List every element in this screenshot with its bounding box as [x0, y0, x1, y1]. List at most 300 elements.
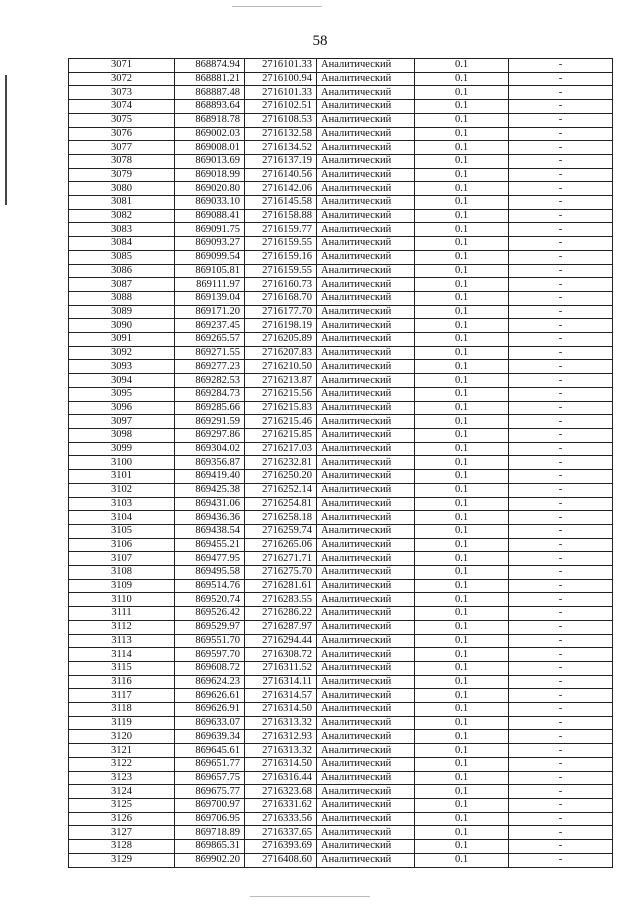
note-cell: - [509, 456, 613, 470]
note-cell: - [509, 730, 613, 744]
error-cell: 0.1 [415, 333, 509, 347]
y-coordinate-cell: 2716101.33 [245, 59, 317, 73]
y-coordinate-cell: 2716408.60 [245, 853, 317, 867]
y-coordinate-cell: 2716314.50 [245, 703, 317, 717]
table-row [69, 374, 613, 388]
x-coordinate-cell: 869091.75 [175, 223, 245, 237]
table-row [69, 72, 613, 86]
x-coordinate-cell: 869639.34 [175, 730, 245, 744]
point-number-cell: 3100 [69, 456, 175, 470]
note-cell: - [509, 100, 613, 114]
table-row [69, 346, 613, 360]
point-number-cell: 3095 [69, 387, 175, 401]
table-row [69, 209, 613, 223]
x-coordinate-cell: 869020.80 [175, 182, 245, 196]
note-cell: - [509, 141, 613, 155]
table-row [69, 661, 613, 675]
method-cell: Аналитический [317, 840, 415, 854]
table-row [69, 826, 613, 840]
note-cell: - [509, 579, 613, 593]
method-cell: Аналитический [317, 716, 415, 730]
table-row [69, 607, 613, 621]
method-cell: Аналитический [317, 620, 415, 634]
y-coordinate-cell: 2716258.18 [245, 511, 317, 525]
note-cell: - [509, 305, 613, 319]
method-cell: Аналитический [317, 812, 415, 826]
error-cell: 0.1 [415, 853, 509, 867]
error-cell: 0.1 [415, 387, 509, 401]
table-row [69, 593, 613, 607]
note-cell: - [509, 237, 613, 251]
x-coordinate-cell: 869139.04 [175, 291, 245, 305]
x-coordinate-cell: 869865.31 [175, 840, 245, 854]
error-cell: 0.1 [415, 127, 509, 141]
y-coordinate-cell: 2716337.65 [245, 826, 317, 840]
x-coordinate-cell: 869455.21 [175, 538, 245, 552]
point-number-cell: 3088 [69, 291, 175, 305]
y-coordinate-cell: 2716217.03 [245, 442, 317, 456]
point-number-cell: 3124 [69, 785, 175, 799]
x-coordinate-cell: 869436.36 [175, 511, 245, 525]
y-coordinate-cell: 2716159.77 [245, 223, 317, 237]
error-cell: 0.1 [415, 182, 509, 196]
note-cell: - [509, 511, 613, 525]
table-row [69, 305, 613, 319]
y-coordinate-cell: 2716316.44 [245, 771, 317, 785]
note-cell: - [509, 291, 613, 305]
note-cell: - [509, 127, 613, 141]
y-coordinate-cell: 2716210.50 [245, 360, 317, 374]
method-cell: Аналитический [317, 552, 415, 566]
error-cell: 0.1 [415, 291, 509, 305]
error-cell: 0.1 [415, 100, 509, 114]
error-cell: 0.1 [415, 607, 509, 621]
table-row [69, 86, 613, 100]
x-coordinate-cell: 868874.94 [175, 59, 245, 73]
y-coordinate-cell: 2716101.33 [245, 86, 317, 100]
error-cell: 0.1 [415, 278, 509, 292]
x-coordinate-cell: 869284.73 [175, 387, 245, 401]
y-coordinate-cell: 2716160.73 [245, 278, 317, 292]
table-row [69, 798, 613, 812]
error-cell: 0.1 [415, 566, 509, 580]
table-row [69, 730, 613, 744]
x-coordinate-cell: 869171.20 [175, 305, 245, 319]
error-cell: 0.1 [415, 360, 509, 374]
table-row [69, 552, 613, 566]
point-number-cell: 3076 [69, 127, 175, 141]
point-number-cell: 3090 [69, 319, 175, 333]
note-cell: - [509, 675, 613, 689]
method-cell: Аналитический [317, 428, 415, 442]
x-coordinate-cell: 869237.45 [175, 319, 245, 333]
note-cell: - [509, 209, 613, 223]
x-coordinate-cell: 869633.07 [175, 716, 245, 730]
note-cell: - [509, 154, 613, 168]
error-cell: 0.1 [415, 154, 509, 168]
point-number-cell: 3089 [69, 305, 175, 319]
x-coordinate-cell: 868881.21 [175, 72, 245, 86]
y-coordinate-cell: 2716271.71 [245, 552, 317, 566]
y-coordinate-cell: 2716158.88 [245, 209, 317, 223]
y-coordinate-cell: 2716232.81 [245, 456, 317, 470]
y-coordinate-cell: 2716312.93 [245, 730, 317, 744]
method-cell: Аналитический [317, 250, 415, 264]
table-row [69, 703, 613, 717]
table-row [69, 675, 613, 689]
point-number-cell: 3103 [69, 497, 175, 511]
table-row [69, 237, 613, 251]
method-cell: Аналитический [317, 141, 415, 155]
note-cell: - [509, 470, 613, 484]
error-cell: 0.1 [415, 237, 509, 251]
error-cell: 0.1 [415, 798, 509, 812]
table-row [69, 278, 613, 292]
table-row [69, 579, 613, 593]
point-number-cell: 3073 [69, 86, 175, 100]
note-cell: - [509, 757, 613, 771]
y-coordinate-cell: 2716313.32 [245, 744, 317, 758]
y-coordinate-cell: 2716287.97 [245, 620, 317, 634]
method-cell: Аналитический [317, 127, 415, 141]
x-coordinate-cell: 869608.72 [175, 661, 245, 675]
note-cell: - [509, 86, 613, 100]
error-cell: 0.1 [415, 730, 509, 744]
point-number-cell: 3079 [69, 168, 175, 182]
x-coordinate-cell: 869304.02 [175, 442, 245, 456]
point-number-cell: 3102 [69, 483, 175, 497]
method-cell: Аналитический [317, 264, 415, 278]
y-coordinate-cell: 2716252.14 [245, 483, 317, 497]
point-number-cell: 3104 [69, 511, 175, 525]
point-number-cell: 3107 [69, 552, 175, 566]
x-coordinate-cell: 869105.81 [175, 264, 245, 278]
table-row [69, 333, 613, 347]
table-row [69, 182, 613, 196]
y-coordinate-cell: 2716331.62 [245, 798, 317, 812]
table-row [69, 250, 613, 264]
method-cell: Аналитический [317, 291, 415, 305]
scan-artifact-top [232, 6, 322, 7]
note-cell: - [509, 607, 613, 621]
x-coordinate-cell: 869277.23 [175, 360, 245, 374]
method-cell: Аналитический [317, 415, 415, 429]
error-cell: 0.1 [415, 689, 509, 703]
method-cell: Аналитический [317, 798, 415, 812]
note-cell: - [509, 785, 613, 799]
y-coordinate-cell: 2716215.85 [245, 428, 317, 442]
error-cell: 0.1 [415, 716, 509, 730]
x-coordinate-cell: 869477.95 [175, 552, 245, 566]
x-coordinate-cell: 869597.70 [175, 648, 245, 662]
point-number-cell: 3097 [69, 415, 175, 429]
note-cell: - [509, 566, 613, 580]
point-number-cell: 3086 [69, 264, 175, 278]
x-coordinate-cell: 869706.95 [175, 812, 245, 826]
error-cell: 0.1 [415, 428, 509, 442]
point-number-cell: 3074 [69, 100, 175, 114]
x-coordinate-cell: 869099.54 [175, 250, 245, 264]
error-cell: 0.1 [415, 757, 509, 771]
point-number-cell: 3077 [69, 141, 175, 155]
method-cell: Аналитический [317, 538, 415, 552]
error-cell: 0.1 [415, 250, 509, 264]
method-cell: Аналитический [317, 744, 415, 758]
y-coordinate-cell: 2716333.56 [245, 812, 317, 826]
method-cell: Аналитический [317, 566, 415, 580]
point-number-cell: 3121 [69, 744, 175, 758]
note-cell: - [509, 826, 613, 840]
error-cell: 0.1 [415, 264, 509, 278]
point-number-cell: 3075 [69, 113, 175, 127]
method-cell: Аналитический [317, 470, 415, 484]
y-coordinate-cell: 2716159.16 [245, 250, 317, 264]
point-number-cell: 3080 [69, 182, 175, 196]
note-cell: - [509, 744, 613, 758]
method-cell: Аналитический [317, 757, 415, 771]
x-coordinate-cell: 869291.59 [175, 415, 245, 429]
y-coordinate-cell: 2716168.70 [245, 291, 317, 305]
note-cell: - [509, 552, 613, 566]
method-cell: Аналитический [317, 72, 415, 86]
point-number-cell: 3113 [69, 634, 175, 648]
error-cell: 0.1 [415, 524, 509, 538]
note-cell: - [509, 716, 613, 730]
note-cell: - [509, 415, 613, 429]
table-row [69, 141, 613, 155]
x-coordinate-cell: 868918.78 [175, 113, 245, 127]
table-row [69, 223, 613, 237]
table-row [69, 168, 613, 182]
y-coordinate-cell: 2716314.57 [245, 689, 317, 703]
table-row [69, 648, 613, 662]
error-cell: 0.1 [415, 196, 509, 210]
method-cell: Аналитический [317, 223, 415, 237]
table-row [69, 291, 613, 305]
y-coordinate-cell: 2716283.55 [245, 593, 317, 607]
y-coordinate-cell: 2716215.46 [245, 415, 317, 429]
point-number-cell: 3108 [69, 566, 175, 580]
error-cell: 0.1 [415, 113, 509, 127]
note-cell: - [509, 333, 613, 347]
note-cell: - [509, 483, 613, 497]
note-cell: - [509, 346, 613, 360]
page-number: 58 [312, 33, 328, 49]
point-number-cell: 3116 [69, 675, 175, 689]
table-row [69, 524, 613, 538]
scan-artifact-bottom [250, 896, 370, 897]
x-coordinate-cell: 869700.97 [175, 798, 245, 812]
method-cell: Аналитический [317, 209, 415, 223]
error-cell: 0.1 [415, 744, 509, 758]
point-number-cell: 3078 [69, 154, 175, 168]
error-cell: 0.1 [415, 346, 509, 360]
y-coordinate-cell: 2716259.74 [245, 524, 317, 538]
x-coordinate-cell: 869271.55 [175, 346, 245, 360]
note-cell: - [509, 428, 613, 442]
y-coordinate-cell: 2716142.06 [245, 182, 317, 196]
x-coordinate-cell: 869626.91 [175, 703, 245, 717]
table-row [69, 442, 613, 456]
point-number-cell: 3122 [69, 757, 175, 771]
table-row [69, 100, 613, 114]
y-coordinate-cell: 2716159.55 [245, 264, 317, 278]
table-row [69, 689, 613, 703]
y-coordinate-cell: 2716213.87 [245, 374, 317, 388]
x-coordinate-cell: 869018.99 [175, 168, 245, 182]
method-cell: Аналитический [317, 278, 415, 292]
x-coordinate-cell: 869425.38 [175, 483, 245, 497]
note-cell: - [509, 442, 613, 456]
y-coordinate-cell: 2716159.55 [245, 237, 317, 251]
y-coordinate-cell: 2716108.53 [245, 113, 317, 127]
method-cell: Аналитический [317, 333, 415, 347]
note-cell: - [509, 620, 613, 634]
point-number-cell: 3109 [69, 579, 175, 593]
method-cell: Аналитический [317, 237, 415, 251]
error-cell: 0.1 [415, 483, 509, 497]
y-coordinate-cell: 2716314.11 [245, 675, 317, 689]
error-cell: 0.1 [415, 319, 509, 333]
point-number-cell: 3125 [69, 798, 175, 812]
x-coordinate-cell: 869282.53 [175, 374, 245, 388]
table-row [69, 264, 613, 278]
y-coordinate-cell: 2716137.19 [245, 154, 317, 168]
method-cell: Аналитический [317, 319, 415, 333]
method-cell: Аналитический [317, 497, 415, 511]
point-number-cell: 3084 [69, 237, 175, 251]
method-cell: Аналитический [317, 689, 415, 703]
method-cell: Аналитический [317, 196, 415, 210]
error-cell: 0.1 [415, 620, 509, 634]
error-cell: 0.1 [415, 634, 509, 648]
note-cell: - [509, 264, 613, 278]
note-cell: - [509, 661, 613, 675]
point-number-cell: 3085 [69, 250, 175, 264]
x-coordinate-cell: 869718.89 [175, 826, 245, 840]
note-cell: - [509, 648, 613, 662]
error-cell: 0.1 [415, 59, 509, 73]
note-cell: - [509, 223, 613, 237]
method-cell: Аналитический [317, 648, 415, 662]
method-cell: Аналитический [317, 182, 415, 196]
x-coordinate-cell: 869013.69 [175, 154, 245, 168]
table-row [69, 401, 613, 415]
x-coordinate-cell: 869033.10 [175, 196, 245, 210]
error-cell: 0.1 [415, 840, 509, 854]
point-number-cell: 3094 [69, 374, 175, 388]
table-row [69, 127, 613, 141]
error-cell: 0.1 [415, 305, 509, 319]
error-cell: 0.1 [415, 415, 509, 429]
note-cell: - [509, 853, 613, 867]
table-row [69, 113, 613, 127]
error-cell: 0.1 [415, 593, 509, 607]
method-cell: Аналитический [317, 360, 415, 374]
method-cell: Аналитический [317, 675, 415, 689]
table-row [69, 634, 613, 648]
note-cell: - [509, 168, 613, 182]
x-coordinate-cell: 869675.77 [175, 785, 245, 799]
table-row [69, 538, 613, 552]
error-cell: 0.1 [415, 579, 509, 593]
x-coordinate-cell: 869514.76 [175, 579, 245, 593]
table-row [69, 415, 613, 429]
table-row [69, 360, 613, 374]
note-cell: - [509, 593, 613, 607]
error-cell: 0.1 [415, 168, 509, 182]
method-cell: Аналитический [317, 59, 415, 73]
point-number-cell: 3128 [69, 840, 175, 854]
x-coordinate-cell: 869626.61 [175, 689, 245, 703]
method-cell: Аналитический [317, 374, 415, 388]
note-cell: - [509, 250, 613, 264]
error-cell: 0.1 [415, 442, 509, 456]
method-cell: Аналитический [317, 387, 415, 401]
method-cell: Аналитический [317, 113, 415, 127]
y-coordinate-cell: 2716177.70 [245, 305, 317, 319]
x-coordinate-cell: 869551.70 [175, 634, 245, 648]
x-coordinate-cell: 869093.27 [175, 237, 245, 251]
point-number-cell: 3072 [69, 72, 175, 86]
table-row [69, 620, 613, 634]
point-number-cell: 3112 [69, 620, 175, 634]
method-cell: Аналитический [317, 511, 415, 525]
y-coordinate-cell: 2716314.50 [245, 757, 317, 771]
note-cell: - [509, 771, 613, 785]
note-cell: - [509, 634, 613, 648]
x-coordinate-cell: 869285.66 [175, 401, 245, 415]
method-cell: Аналитический [317, 579, 415, 593]
error-cell: 0.1 [415, 771, 509, 785]
method-cell: Аналитический [317, 168, 415, 182]
table-row [69, 566, 613, 580]
error-cell: 0.1 [415, 223, 509, 237]
table-row [69, 387, 613, 401]
x-coordinate-cell: 869431.06 [175, 497, 245, 511]
x-coordinate-cell: 869624.23 [175, 675, 245, 689]
point-number-cell: 3126 [69, 812, 175, 826]
point-number-cell: 3106 [69, 538, 175, 552]
table-row [69, 456, 613, 470]
note-cell: - [509, 401, 613, 415]
point-number-cell: 3115 [69, 661, 175, 675]
table-row [69, 840, 613, 854]
table-row [69, 428, 613, 442]
method-cell: Аналитический [317, 661, 415, 675]
error-cell: 0.1 [415, 675, 509, 689]
y-coordinate-cell: 2716294.44 [245, 634, 317, 648]
note-cell: - [509, 278, 613, 292]
method-cell: Аналитический [317, 853, 415, 867]
y-coordinate-cell: 2716281.61 [245, 579, 317, 593]
x-coordinate-cell: 868887.48 [175, 86, 245, 100]
note-cell: - [509, 497, 613, 511]
table-row [69, 470, 613, 484]
error-cell: 0.1 [415, 374, 509, 388]
note-cell: - [509, 113, 613, 127]
method-cell: Аналитический [317, 483, 415, 497]
method-cell: Аналитический [317, 456, 415, 470]
y-coordinate-cell: 2716215.83 [245, 401, 317, 415]
table-row [69, 812, 613, 826]
table-row [69, 757, 613, 771]
table-row [69, 744, 613, 758]
method-cell: Аналитический [317, 100, 415, 114]
x-coordinate-cell: 869526.42 [175, 607, 245, 621]
method-cell: Аналитический [317, 346, 415, 360]
method-cell: Аналитический [317, 826, 415, 840]
